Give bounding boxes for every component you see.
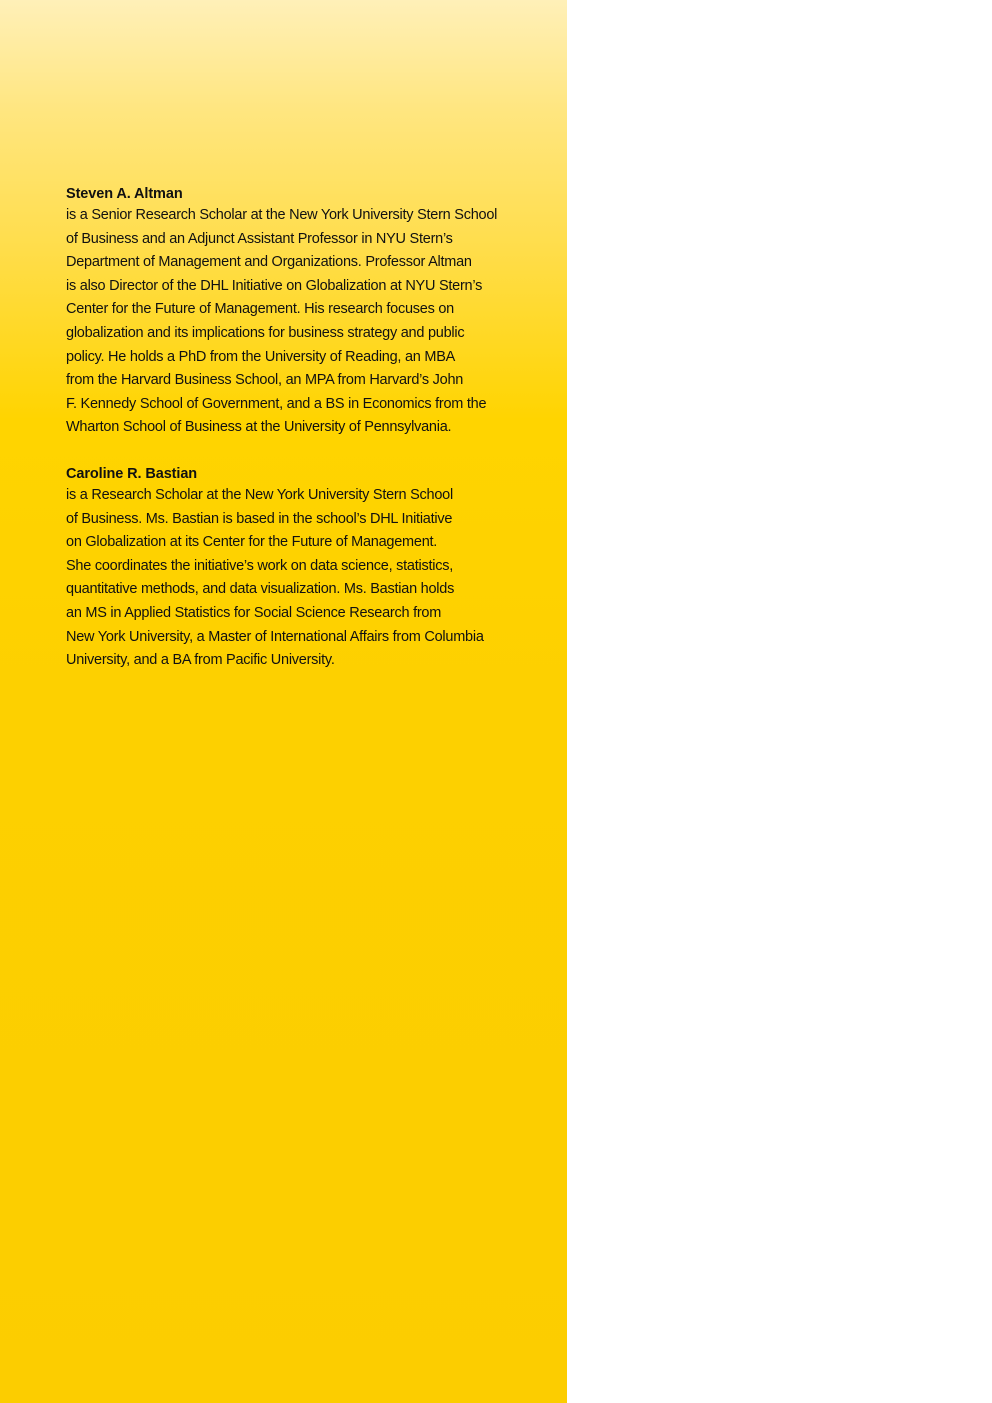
author-bio-text xyxy=(66,484,526,673)
bio-line: from the Harvard Business School, an MPA from Harvard’s John xyxy=(66,372,464,389)
author-bios xyxy=(66,184,526,697)
bio-line: policy. He holds a PhD from the University of Reading, an MBA xyxy=(66,348,456,365)
bio-line: Center for the Future of Management. His research focuses on xyxy=(66,301,454,318)
author-bio-text xyxy=(66,204,526,440)
author-bio-altman xyxy=(66,184,526,440)
bio-line: She coordinates the initiative’s work on data science, statistics, xyxy=(66,557,454,574)
bio-line: globalization and its implications for business strategy and public xyxy=(66,324,465,341)
bio-line: quantitative methods, and data visualization. Ms. Bastian holds xyxy=(66,581,455,598)
bio-line: is a Research Scholar at the New York University Stern School xyxy=(66,486,453,503)
bio-line: of Business. Ms. Bastian is based in the school’s DHL Initiative xyxy=(66,510,453,527)
bio-line: is also Director of the DHL Initiative on Globalization at NYU Stern’s xyxy=(66,277,483,294)
bio-line: F. Kennedy School of Government, and a BS in Economics from the xyxy=(66,395,487,412)
bio-line: Wharton School of Business at the University of Pennsylvania. xyxy=(66,419,452,436)
bio-line: an MS in Applied Statistics for Social Science Research from xyxy=(66,604,442,621)
bio-line: on Globalization at its Center for the Future of Management. xyxy=(66,534,438,551)
bio-line: is a Senior Research Scholar at the New York University Stern School xyxy=(66,207,498,223)
bio-line: Department of Management and Organizations. Professor Altman xyxy=(66,254,472,271)
author-name: Steven A. Altman xyxy=(66,186,183,202)
bio-line: of Business and an Adjunct Assistant Professor in NYU Stern’s xyxy=(66,230,453,247)
bio-line: New York University, a Master of International Affairs from Columbia xyxy=(66,628,484,645)
author-name: Caroline R. Bastian xyxy=(66,465,198,482)
bio-line: University, and a BA from Pacific University. xyxy=(66,652,335,669)
author-bio-bastian xyxy=(66,464,526,673)
